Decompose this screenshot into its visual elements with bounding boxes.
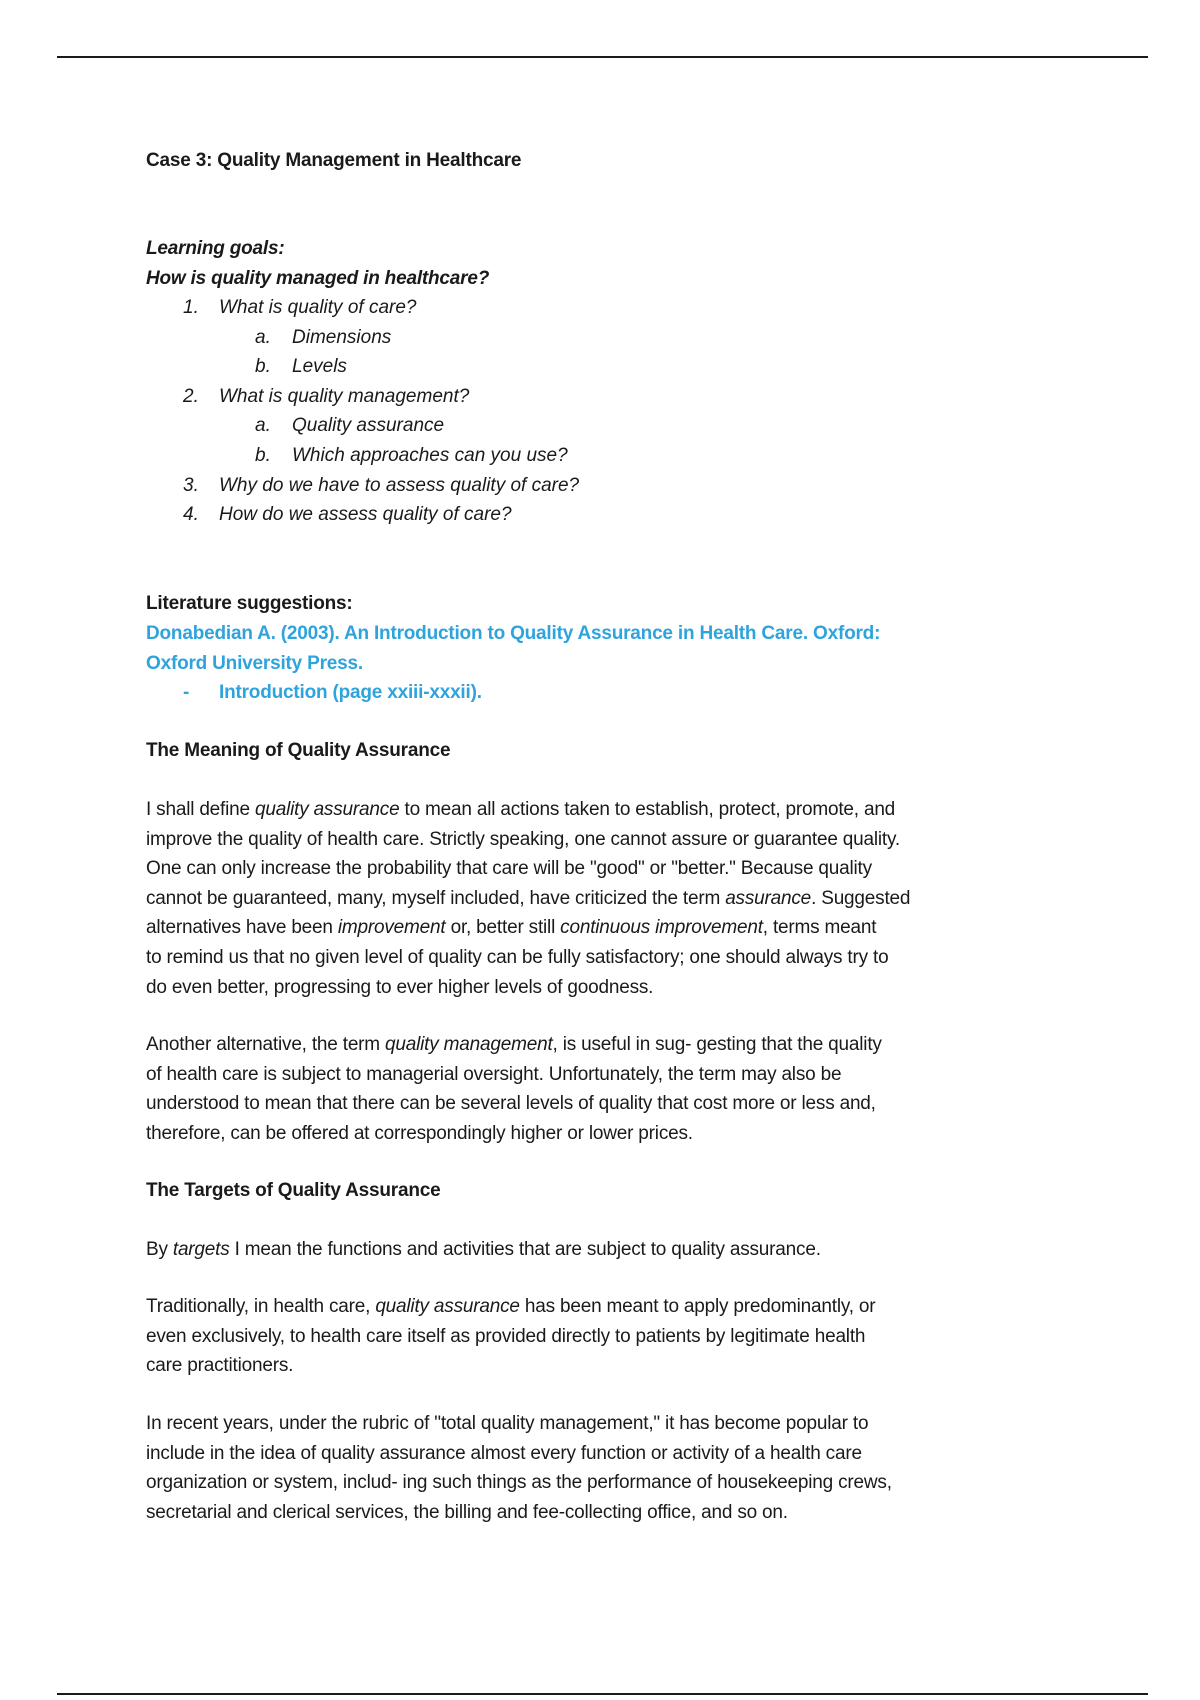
goal-item: Quality assurance bbox=[292, 415, 445, 437]
paragraph-line bbox=[146, 1409, 892, 1439]
paragraph-line bbox=[146, 1060, 882, 1090]
goal-item: Levels bbox=[292, 356, 347, 378]
paragraph bbox=[146, 1030, 882, 1148]
body-text: , terms meant bbox=[762, 917, 877, 939]
body-text: secretarial and clerical services, the billing and fee-collecting office, and so on. bbox=[146, 1501, 788, 1523]
body-text: By bbox=[146, 1239, 173, 1260]
body-text: alternatives have been bbox=[146, 917, 338, 939]
body-text: . Suggested bbox=[811, 887, 911, 909]
paragraph-line bbox=[146, 1468, 892, 1498]
body-text: organization or system, includ- ing such things as the performance of housekeeping crews, bbox=[146, 1472, 892, 1494]
emphasis-text: quality management bbox=[385, 1034, 553, 1055]
goal-number: 4. bbox=[183, 504, 199, 526]
section-heading-meaning: The Meaning of Quality Assurance bbox=[146, 740, 451, 761]
body-text: One can only increase the probability that care will be "good" or "better." Because quality bbox=[146, 858, 872, 880]
paragraph bbox=[146, 1292, 875, 1381]
paragraph-line bbox=[146, 884, 910, 914]
paragraph-line bbox=[146, 795, 910, 825]
header-rule bbox=[57, 56, 1148, 58]
body-text: cannot be guaranteed, many, myself included, have criticized the term bbox=[146, 887, 726, 909]
body-text: improve the quality of health care. Strictly speaking, one cannot assure or guarantee quality. bbox=[146, 828, 900, 850]
body-text: Traditionally, in health care, bbox=[146, 1296, 376, 1317]
paragraph bbox=[146, 1409, 892, 1527]
paragraph-line bbox=[146, 913, 910, 943]
paragraph-line bbox=[146, 1030, 882, 1060]
paragraph-line bbox=[146, 1498, 892, 1528]
goal-item: How do we assess quality of care? bbox=[219, 504, 512, 526]
paragraph-line bbox=[146, 854, 910, 884]
literature-heading: Literature suggestions: bbox=[146, 593, 353, 614]
paragraph-line bbox=[146, 1235, 821, 1265]
footer-rule bbox=[57, 1693, 1148, 1695]
paragraph-line bbox=[146, 1292, 875, 1322]
body-text: I shall define bbox=[146, 799, 255, 820]
emphasis-text: targets bbox=[172, 1239, 230, 1260]
body-text: include in the idea of quality assurance almost every function or activity of a health care bbox=[146, 1442, 862, 1464]
reference-line-2: Oxford University Press. bbox=[146, 652, 363, 674]
body-text: Another alternative, the term bbox=[146, 1034, 386, 1055]
goal-item: Dimensions bbox=[292, 326, 392, 348]
goal-number: 1. bbox=[183, 297, 199, 318]
paragraph bbox=[146, 795, 910, 1002]
learning-goals-question: How is quality managed in healthcare? bbox=[146, 268, 490, 289]
goal-item: What is quality management? bbox=[219, 385, 470, 407]
body-text: In recent years, under the rubric of "total quality management," it has become popular to bbox=[146, 1413, 869, 1434]
literature-subitem[interactable]: Introduction (page xxiii-xxxii). bbox=[219, 682, 482, 703]
goal-number: 3. bbox=[183, 474, 199, 496]
body-text: understood to mean that there can be several levels of quality that cost more or less and, bbox=[146, 1093, 876, 1115]
paragraph-line bbox=[146, 973, 910, 1003]
paragraph-line bbox=[146, 1439, 892, 1469]
body-text: even exclusively, to health care itself as provided directly to patients by legitimate health bbox=[146, 1325, 866, 1347]
body-text: or, better still bbox=[445, 917, 561, 939]
body-text: I mean the functions and activities that are subject to quality assurance. bbox=[229, 1239, 821, 1260]
paragraph-line bbox=[146, 825, 910, 855]
body-text: to remind us that no given level of quality can be fully satisfactory; one should always try to bbox=[146, 946, 889, 968]
paragraph-line bbox=[146, 1322, 875, 1352]
paragraph-line bbox=[146, 1119, 882, 1149]
emphasis-text: quality assurance bbox=[254, 799, 400, 820]
document-title: Case 3: Quality Management in Healthcare bbox=[146, 150, 522, 171]
body-text: care practitioners. bbox=[146, 1355, 294, 1377]
goal-number: 2. bbox=[183, 385, 199, 407]
body-text: therefore, can be offered at correspondingly higher or lower prices. bbox=[146, 1122, 693, 1144]
emphasis-text: improvement bbox=[337, 917, 446, 939]
body-text: to mean all actions taken to establish, protect, promote, and bbox=[399, 799, 896, 820]
literature-bullet: - bbox=[183, 682, 190, 703]
emphasis-text: assurance bbox=[725, 887, 812, 909]
body-text: of health care is subject to managerial oversight. Unfortunately, the term may also be bbox=[146, 1063, 842, 1085]
goal-number: b. bbox=[255, 445, 271, 466]
body-text: do even better, progressing to ever higher levels of goodness. bbox=[146, 976, 654, 998]
reference-line-1: Donabedian A. (2003). An Introduction to Quality Assurance in Health Care. Oxford: bbox=[146, 623, 881, 644]
paragraph-line bbox=[146, 1089, 882, 1119]
goal-number: a. bbox=[255, 326, 271, 348]
goal-item: Why do we have to assess quality of care? bbox=[219, 474, 580, 496]
goal-item: Which approaches can you use? bbox=[292, 445, 568, 466]
emphasis-text: continuous improvement bbox=[560, 917, 763, 939]
section-heading-targets: The Targets of Quality Assurance bbox=[146, 1180, 441, 1201]
learning-goals-heading: Learning goals: bbox=[146, 238, 285, 259]
literature-reference-link[interactable] bbox=[146, 619, 880, 678]
emphasis-text: quality assurance bbox=[375, 1296, 520, 1317]
goal-number: b. bbox=[255, 356, 271, 378]
body-text: , is useful in sug- gesting that the quality bbox=[552, 1034, 882, 1055]
goal-item: What is quality of care? bbox=[219, 297, 417, 318]
paragraph-line bbox=[146, 1351, 875, 1381]
body-text: has been meant to apply predominantly, or bbox=[519, 1296, 876, 1317]
paragraph-line bbox=[146, 943, 910, 973]
goal-number: a. bbox=[255, 415, 271, 437]
paragraph bbox=[146, 1235, 821, 1265]
